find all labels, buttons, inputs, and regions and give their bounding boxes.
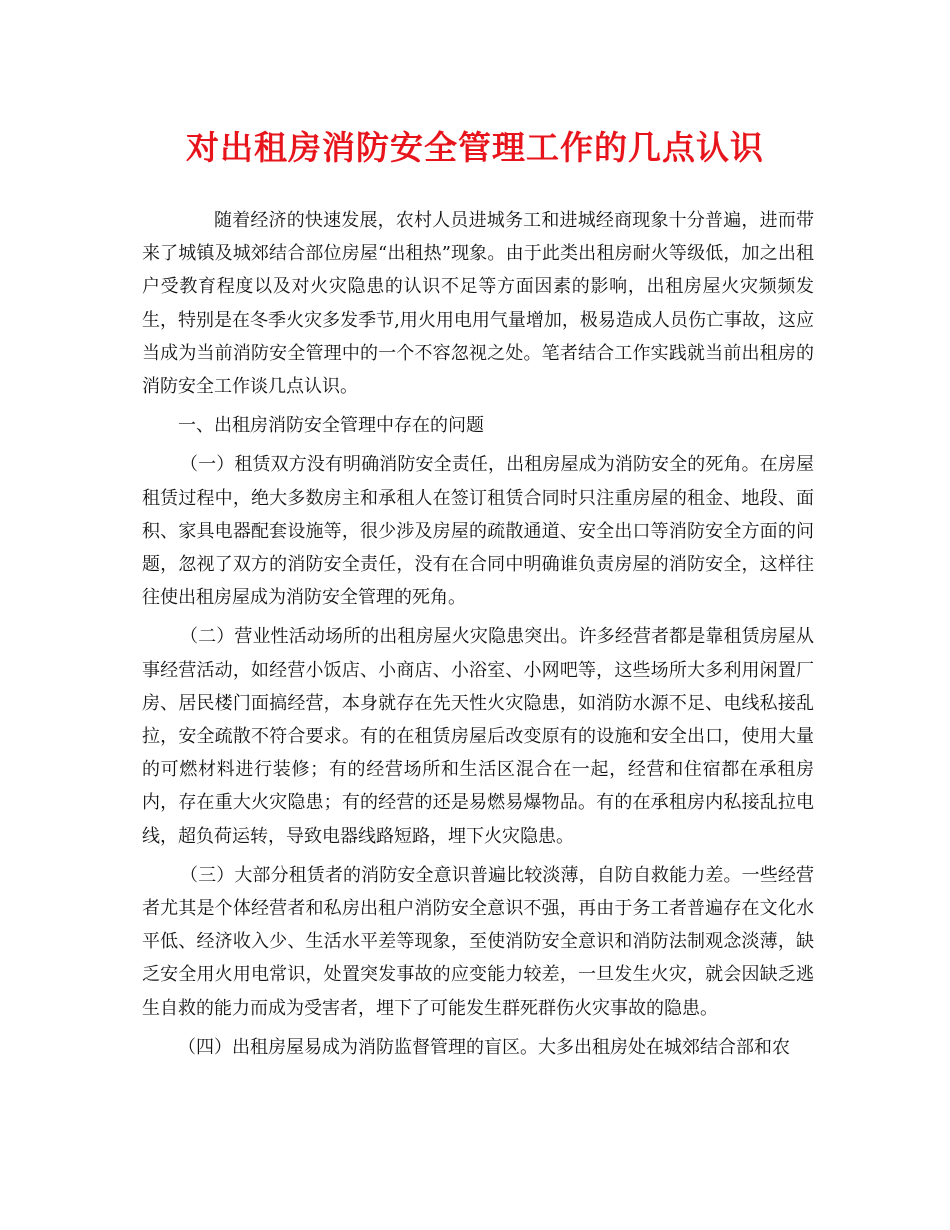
document-title: 对出租房消防安全管理工作的几点认识 bbox=[186, 128, 764, 167]
intro-paragraph: 随着经济的快速发展，农村人员进城务工和进城经商现象十分普遍，进而带来了城镇及城郊结合部位房屋“出租热”现象。由于此类出租房耐火等级低，加之出租户受教育程度以及对火灾隐患的认识不足等方面因素的影响，出租房屋火灾频频发生，特别是在冬季火灾多发季节,用火用电用气量增加，极易造成人员伤亡事故，这应当成为当前消防安全管理中的一个不容忽视之处。笔者结合工作实践就当前出租房的消防安全工作谈几点认识。 bbox=[142, 210, 814, 398]
point-4-paragraph: （四）出租房屋易成为消防监督管理的盲区。大多出租房处在城郊结合部和农 bbox=[178, 1036, 790, 1058]
point-1-paragraph: （一）租赁双方没有明确消防安全责任，出租房屋成为消防安全的死角。在房屋租赁过程中，绝大多数房主和承租人在签订租赁合同时只注重房屋的租金、地段、面积、家具电器配套设施等，很少涉及房屋的疏散通道、安全出口等消防安全方面的问题，忽视了双方的消防安全责任，没有在合同中明确谁负责房屋的消防安全，这样往往使出租房屋成为消防安全管理的死角。 bbox=[142, 454, 814, 609]
document-body bbox=[142, 204, 814, 1064]
section-heading: 一、出租房消防安全管理中存在的问题 bbox=[178, 415, 484, 437]
point-2-paragraph: （二）营业性活动场所的出租房屋火灾隐患突出。许多经营者都是靠租赁房屋从事经营活动，如经营小饭店、小商店、小浴室、小网吧等，这些场所大多利用闲置厂房、居民楼门面搞经营，本身就存在先天性火灾隐患，如消防水源不足、电线私接乱拉，安全疏散不符合要求。有的在租赁房屋后改变原有的设施和安全出口，使用大量的可燃材料进行装修；有的经营场所和生活区混合在一起，经营和住宿都在承租房内，存在重大火灾隐患；有的经营的还是易燃易爆物品。有的在承租房内私接乱拉电线，超负荷运转，导致电器线路短路，埋下火灾隐患。 bbox=[142, 626, 814, 847]
point-3-paragraph: （三）大部分租赁者的消防安全意识普遍比较淡薄，自防自救能力差。一些经营者尤其是个体经营者和私房出租户消防安全意识不强，再由于务工者普遍存在文化水平低、经济收入少、生活水平差等现象，至使消防安全意识和消防法制观念淡薄，缺乏安全用火用电常识，处置突发事故的应变能力较差，一旦发生火灾，就会因缺乏逃生自救的能力而成为受害者，埋下了可能发生群死群伤火灾事故的隐患。 bbox=[142, 864, 814, 1019]
